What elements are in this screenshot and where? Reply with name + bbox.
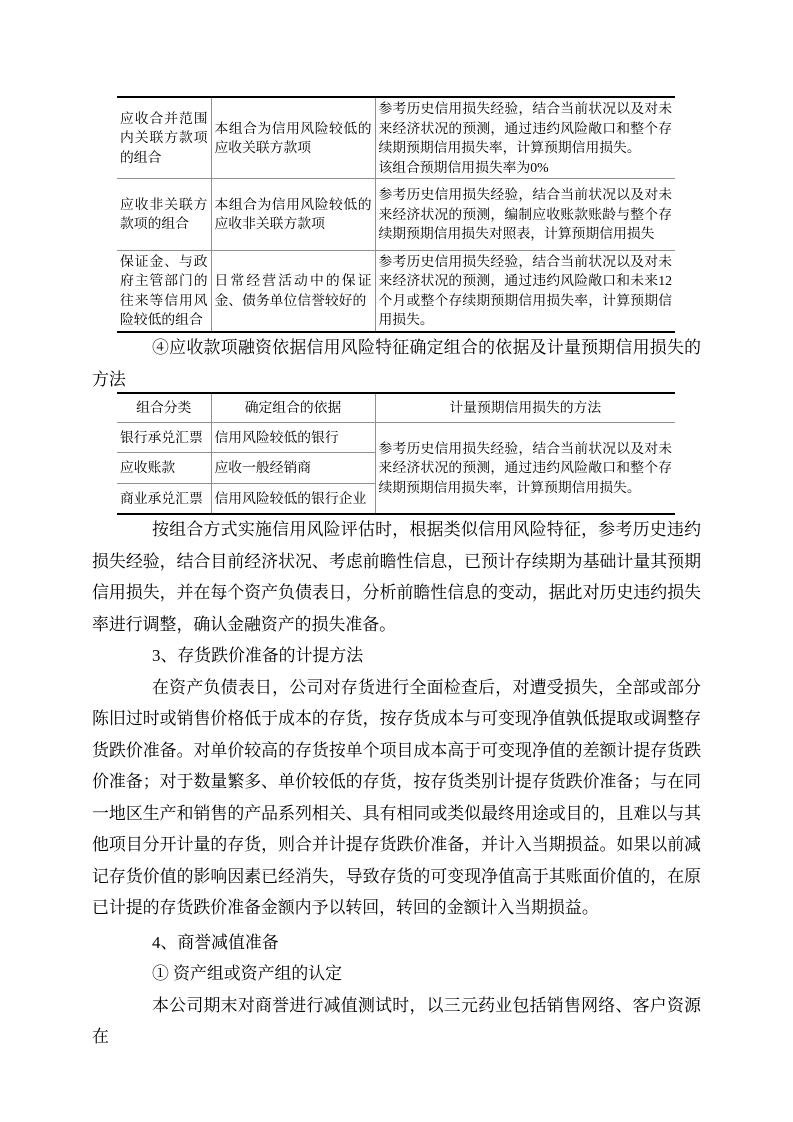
combination-basis-cell: 日常经营活动中的保证金、债务单位信誉较好的 xyxy=(211,250,375,332)
table-row xyxy=(117,422,675,453)
paragraph-goodwill-test: 本公司期末对商誉进行减值测试时，以三元药业包括销售网络、客户资源在 xyxy=(92,995,701,1046)
body-text-block xyxy=(92,514,701,1053)
table-row xyxy=(117,179,675,251)
measurement-method-cell: 参考历史信用损失经验，结合当前状况以及对未来经济状况的预测，通过违约风险敞口和整个存续期预期信用损失率，计算预期信用损失。 该组合预期信用损失率为0% xyxy=(375,97,675,179)
heading-goodwill-impairment: 4、商誉减值准备 xyxy=(152,932,279,952)
table-row xyxy=(117,250,675,332)
column-header-method: 计量预期信用损失的方法 xyxy=(375,393,675,422)
basis-cell: 信用风险较低的银行企业 xyxy=(211,483,375,514)
paragraph-inventory-provision: 在资产负债表日，公司对存货进行全面检查后，对遭受损失，全部或部分陈旧过时或销售价格低于成本的存货，按存货成本与可变现净值孰低提取或调整存货跌价准备。对单价较高的存货按单个项目成本高于可变现净值的差额计提存货跌价准备；对于数量繁多、单价较低的存货，按存货类别计提存货跌价准备；与在同一地区生产和销售的产品系列相关、具有相同或类似最终用途或目的，且难以与其他项目分开计量的存货，则合并计提存货跌价准备，并计入当期损益。如果以前减记存货价值的影响因素已经消失，导致存货的可变现净值高于其账面价值的，在原已计提的存货跌价准备金额内予以转回，转回的金额计入当期损益。 xyxy=(92,677,701,917)
table-header-row xyxy=(117,393,675,422)
column-header-basis: 确定组合的依据 xyxy=(211,393,375,422)
basis-cell: 信用风险较低的银行 xyxy=(211,422,375,453)
paragraph-portfolio-assessment: 按组合方式实施信用风险评估时，根据类似信用风险特征，参考历史违约损失经验，结合目前经济状况、考虑前瞻性信息，已预计存续期为基础计量其预期信用损失，并在每个资产负债表日，分析前瞻性信息的变动，据此对历史违约损失率进行调整，确认金融资产的损失准备。 xyxy=(92,520,701,634)
combination-basis-cell: 本组合为信用风险较低的应收非关联方款项 xyxy=(211,179,375,251)
measurement-method-cell: 参考历史信用损失经验，结合当前状况以及对未来经济状况的预测，通过违约风险敞口和未来12个月或整个存续期预期信用损失率，计算预期信用损失。 xyxy=(375,250,675,332)
credit-loss-combination-table xyxy=(117,96,675,333)
section-receivables-financing xyxy=(92,332,701,395)
combination-group-cell: 保证金、与政府主管部门的往来等信用风险较低的组合 xyxy=(117,250,211,332)
combination-group-cell: 应收合并范围内关联方款项的组合 xyxy=(120,110,208,165)
measurement-method-cell: 参考历史信用损失经验，结合当前状况以及对未来经济状况的预测，编制应收账款账龄与整个存续期预期信用损失对照表，计算预期信用损失 xyxy=(375,179,675,251)
merged-method-cell: 参考历史信用损失经验，结合当前状况以及对未来经济状况的预测，通过违约风险敞口和整个存续期预期信用损失率，计算预期信用损失。 xyxy=(375,422,675,514)
category-cell: 银行承兑汇票 xyxy=(120,429,203,445)
basis-cell: 应收一般经销商 xyxy=(211,453,375,484)
table-row xyxy=(117,97,675,179)
category-cell: 商业承兑汇票 xyxy=(117,483,211,514)
column-header-category: 组合分类 xyxy=(117,393,211,422)
combination-basis-cell: 本组合为信用风险较低的应收关联方款项 xyxy=(211,97,375,179)
heading-asset-group: ① 资产组或资产组的认定 xyxy=(152,964,343,983)
combination-group-cell: 应收非关联方款项的组合 xyxy=(117,179,211,251)
receivables-financing-table xyxy=(117,392,675,515)
heading-inventory-provision: 3、存货跌价准备的计提方法 xyxy=(152,646,364,665)
section-heading-receivables-financing: ④应收款项融资依据信用风险特征确定组合的依据及计量预期信用损失的方法 xyxy=(92,338,701,389)
category-cell: 应收账款 xyxy=(117,453,211,484)
